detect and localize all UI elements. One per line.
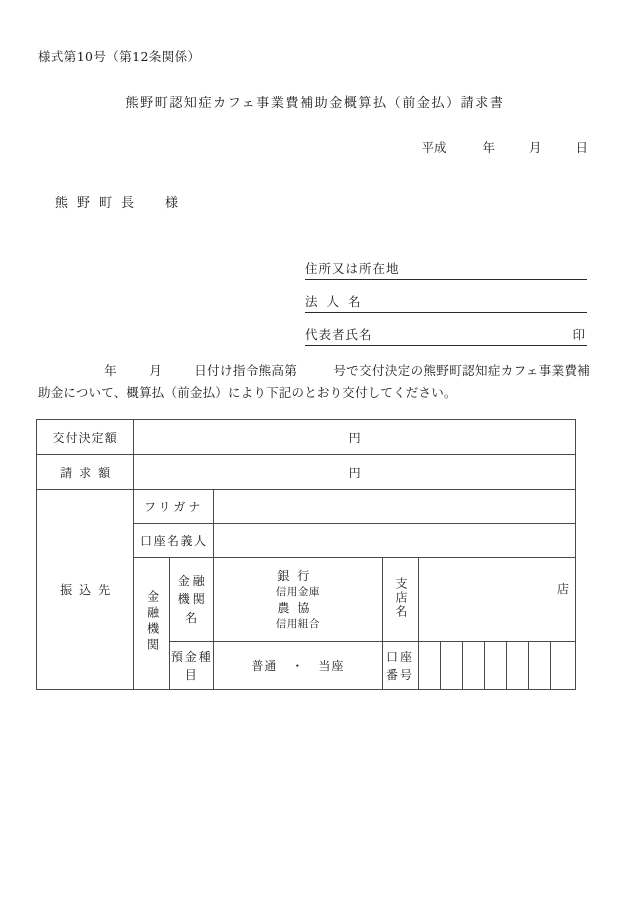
claim-amount-label: 請求額 (37, 455, 134, 490)
deposit-option-separator: ・ (291, 659, 305, 673)
deposit-option-futsu[interactable]: 普通 (251, 659, 278, 673)
representative-label: 代表者氏名 (305, 327, 373, 342)
branch-suffix: 店 (556, 581, 569, 596)
account-number-label: 口座番号 (382, 642, 418, 690)
body-number-text: 号で交付決定の熊野町認知症カフェ (333, 363, 539, 378)
addressee (55, 192, 178, 211)
corporate-name-label: 法人名 (305, 294, 370, 309)
table-row-claim-amount (37, 455, 576, 490)
branch-name-input[interactable] (418, 558, 575, 642)
day-unit: 日 (575, 140, 588, 155)
bank-type-bank[interactable]: 銀行 (277, 568, 318, 583)
account-holder-label: 口座名義人 (134, 524, 214, 558)
body-second-line: 事業費補助金について、概算払（前金払）により下記のとおり交付してください。 (38, 363, 591, 400)
corporate-name-field-row (305, 289, 587, 313)
addressee-honorific: 様 (165, 196, 179, 211)
transfer-destination-label: 振込先 (37, 490, 134, 690)
institution-name-label: 金融機関名 (170, 558, 214, 642)
bank-type-nokyo[interactable]: 農協 (277, 600, 318, 615)
era-label: 平成 (421, 140, 447, 155)
account-digit-box[interactable] (462, 642, 484, 690)
grant-amount-cell[interactable] (134, 420, 576, 455)
financial-institution-label: 金融機関 (134, 558, 170, 690)
applicant-block (305, 256, 587, 355)
form-number: 様式第10号（第12条関係） (38, 49, 201, 64)
address-field-row (305, 256, 587, 280)
account-holder-input[interactable] (214, 524, 576, 558)
representative-input[interactable] (373, 343, 573, 345)
furigana-input[interactable] (214, 490, 576, 524)
seal-mark: 印 (572, 327, 585, 342)
account-digit-box[interactable] (528, 642, 550, 690)
claim-amount-cell[interactable] (134, 455, 576, 490)
address-label: 住所又は所在地 (305, 261, 400, 276)
bank-type-shinkin[interactable]: 信用金庫 (275, 585, 320, 598)
furigana-label: フリガナ (134, 490, 214, 524)
deposit-type-options[interactable] (214, 642, 382, 690)
account-digit-box[interactable] (440, 642, 462, 690)
table-row-grant-amount (37, 420, 576, 455)
grant-amount-label: 交付決定額 (37, 420, 134, 455)
body-paragraph (38, 360, 590, 404)
claim-details-table (36, 419, 576, 690)
address-input[interactable] (400, 277, 587, 279)
year-unit: 年 (482, 140, 495, 155)
corporate-name-input[interactable] (370, 310, 587, 312)
body-year-unit: 年 (104, 363, 118, 378)
deposit-option-toza[interactable]: 当座 (318, 659, 345, 673)
account-digit-box[interactable] (550, 642, 575, 690)
account-digit-box[interactable] (506, 642, 528, 690)
bank-type-options[interactable] (214, 558, 382, 642)
account-digit-box[interactable] (484, 642, 506, 690)
document-title: 熊野町認知症カフェ事業費補助金概算払（前金払）請求書 (125, 96, 505, 111)
claim-amount-unit: 円 (348, 465, 361, 480)
representative-field-row (305, 322, 587, 346)
account-digit-box[interactable] (418, 642, 440, 690)
body-order-text: 日付け指令熊高第 (194, 363, 298, 378)
grant-amount-unit: 円 (348, 430, 361, 445)
table-row-furigana (37, 490, 576, 524)
bank-type-shinkumi[interactable]: 信用組合 (275, 617, 320, 630)
body-month-unit: 月 (149, 363, 163, 378)
deposit-type-label: 預金種目 (170, 642, 214, 690)
addressee-name: 熊野町長 (55, 196, 144, 211)
date-line (421, 138, 588, 156)
month-unit: 月 (528, 140, 542, 155)
branch-name-label: 支店名 (382, 558, 418, 642)
